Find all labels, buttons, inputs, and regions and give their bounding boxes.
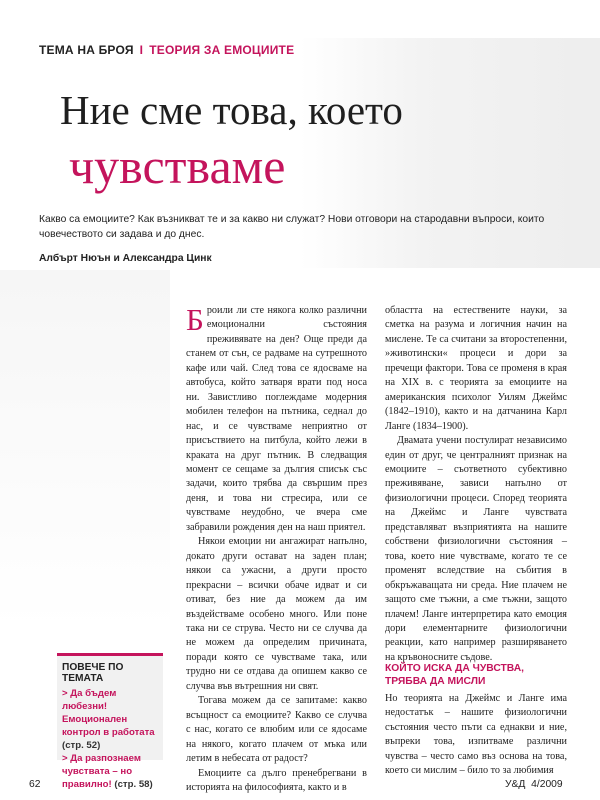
paragraph: Тогава можем да се запитаме: какво всъщност са емоциите? Какво се случва с нас, когато се влюбим или се ядосаме на някого, когато плачем от мъка или летим в небесата от радост?: [186, 695, 367, 765]
issue-number: 4/2009: [531, 779, 563, 790]
related-title: ПОВЕЧЕ ПО ТЕМАТА: [62, 662, 124, 684]
paragraph: Двамата учени постулират независимо един от друг, че централният признак на емоциите – съответното субективно преживяване, зависи напълно от физиологични процеси. Според теорията на Джеймс и Ланге чувствата представляват възприятията на нашите собствени физиологични състояния – това, което ние чувстваме, когато те се променят вследствие на събития в обкръжаващата ни среда. Ние плачем не защото сме тъжни, а сме тъжни, защото плачем! Ланге интерпретира като емоция дори елементарните физиологични реакции, като например разширяването на кръвоносните съдове.: [385, 435, 567, 663]
section-label: ТЕМА НА БРОЯ: [39, 43, 134, 57]
article-lead: Какво са емоциите? Как възникват те и за какво ни служат? Нови отговори на стародавни въпроси, които човечеството си задава и до днес.: [39, 214, 545, 240]
paragraph: Емоциите са дълго пренебрегвани в историята на философията, както и в: [186, 767, 367, 793]
body-column-2: [385, 304, 567, 665]
body-column-2-continued: [385, 692, 567, 779]
paragraph: Но теорията на Джеймс и Ланге има недостатък – нашите физиологични състояния често пъти са еднакви и ние, въпреки това, изпитваме различни чувства – често само въз основа на това, което си мислим – било то за любимия: [385, 693, 567, 777]
section-separator: I: [139, 43, 144, 57]
section-topic: ТЕОРИЯ ЗА ЕМОЦИИТЕ: [149, 43, 295, 57]
section-header: [39, 43, 294, 57]
paragraph: Някои емоции ни ангажират напълно, докато други остават на заден план; някои са ужасни, а други просто прекрасни – всички обаче идват и си отиват, без ние да можем да им въздействаме особено много. Или поне така ни се струва. Често ни се случва да не можем да определим причината, поради която се чувстваме така, или трудно ни се отдава да опишем какво се случва във вътрешния ни свят.: [186, 536, 367, 692]
article-title-line1: Ние сме това, което: [60, 87, 403, 133]
related-link-2[interactable]: [62, 752, 158, 791]
related-link-1-text[interactable]: > Да бъдем любезни! Емоционален контрол в работата: [62, 688, 155, 738]
paragraph: областта на естествените науки, за сметка на разума и логичния начин на мислене. Те са считани за второстепенни, »животински« процеси и дори за пречещи фактори. Това се променя в края на XIX в. с теорията за емоциите на американския психолог Уилям Джеймс (1842–1910), както и на датчанина Карл Ланге (1834–1900).: [385, 305, 567, 432]
magazine-name: У&Д: [505, 779, 526, 790]
drop-cap: Б: [186, 302, 204, 337]
related-link-2-text[interactable]: > Да разпознаем чувствата – но правилно!: [62, 753, 141, 790]
body-column-1: [186, 304, 367, 795]
related-articles-box: [57, 653, 163, 790]
background-texture-left: [0, 270, 170, 630]
paragraph-text: роили ли сте някога колко различни емоционални състояния преживявате на ден? Още преди да станем от сън, се радваме на сутрешното кафе или чай. След това се ядосваме на автобуса, който затваря врати под носа ни. Завистливо поглеждаме модерния мобилен телефон на пътника, седнал до нас, и се чувстваме неприятно от присъствието на питбула, който лежи в краката на друг пътник. В следващия момент се сещаме за дългия списък със задачи, които трябва да свършим през деня, и това ни стресира, или се чувстваме неудобно, че вчера сме забравили рождения ден на наш приятел.: [186, 305, 367, 533]
page-number: 62: [29, 779, 41, 790]
related-link-1-page: (стр. 52): [62, 740, 101, 751]
magazine-folio: [505, 779, 563, 790]
article-title-line2: чувстваме: [69, 138, 286, 194]
subheading: КОЙТО ИСКА ДА ЧУВСТВА, ТРЯБВА ДА МИСЛИ: [385, 663, 525, 687]
article-authors: Албърт Нюън и Александра Цинк: [39, 253, 212, 264]
related-link-2-page: (стр. 58): [114, 779, 153, 790]
paragraph: [186, 304, 367, 535]
related-link-1[interactable]: [62, 687, 158, 752]
